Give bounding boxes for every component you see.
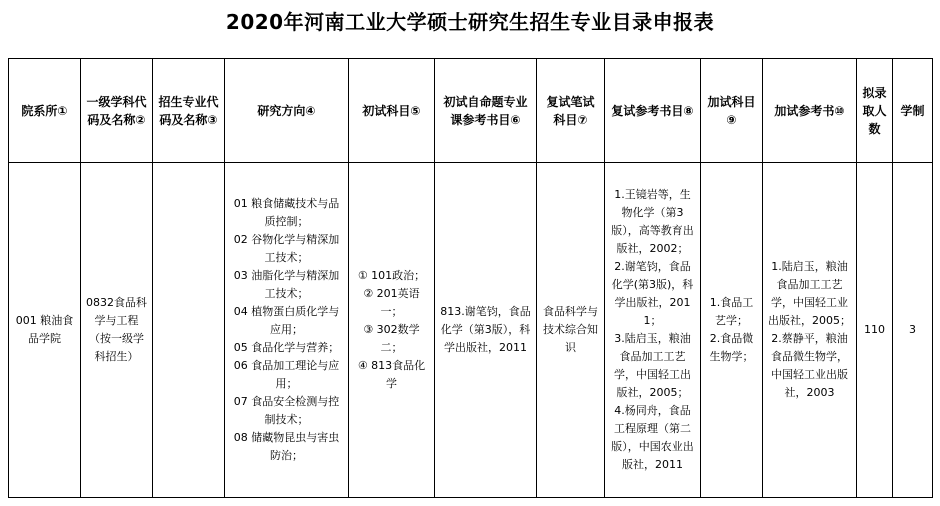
header-retest-ref-books: 复试参考书目⑧ bbox=[605, 59, 701, 163]
cell-exam-subjects bbox=[349, 163, 435, 498]
cell-directions bbox=[225, 163, 349, 498]
cell-exam-ref-books: 813.谢笔钧，食品化学（第3版），科学出版社，2011 bbox=[435, 163, 537, 498]
extra-subject-item: 1.食品工艺学； bbox=[709, 296, 754, 327]
header-major: 招生专业代码及名称③ bbox=[153, 59, 225, 163]
cell-extra-ref-books bbox=[763, 163, 857, 498]
direction-item: 05 食品化学与营养； bbox=[233, 341, 340, 354]
retest-ref-book-item: 2.谢笔钧，食品化学(第3版)，科学出版社，2011； bbox=[611, 260, 694, 327]
header-row bbox=[9, 59, 933, 163]
header-discipline: 一级学科代码及名称② bbox=[81, 59, 153, 163]
exam-subject-item: ① 101政治； bbox=[357, 269, 426, 282]
direction-item: 04 植物蛋白质化学与应用； bbox=[233, 305, 340, 336]
cell-major bbox=[153, 163, 225, 498]
direction-item: 03 油脂化学与精深加工技术； bbox=[233, 269, 340, 300]
extra-ref-book-item: 1.陆启玉，粮油食品加工工艺学，中国轻工业出版社，2005； bbox=[768, 260, 851, 327]
retest-ref-book-item: 3.陆启玉，粮油食品加工工艺学，中国轻工出版社，2005； bbox=[614, 332, 691, 399]
cell-department: 001 粮油食品学院 bbox=[9, 163, 81, 498]
direction-item: 07 食品安全检测与控制技术； bbox=[233, 395, 340, 426]
header-retest-subject: 复试笔试科目⑦ bbox=[537, 59, 605, 163]
cell-duration: 3 bbox=[893, 163, 933, 498]
direction-item: 06 食品加工理论与应用； bbox=[233, 359, 340, 390]
header-direction: 研究方向④ bbox=[225, 59, 349, 163]
header-department: 院系所① bbox=[9, 59, 81, 163]
direction-item: 01 粮食储藏技术与品质控制； bbox=[233, 197, 340, 228]
catalog-table bbox=[8, 58, 933, 498]
header-exam-ref-books: 初试自命题专业课参考书目⑥ bbox=[435, 59, 537, 163]
extra-ref-book-item: 2.蔡静平，粮油食品微生物学，中国轻工业出版社，2003 bbox=[771, 332, 848, 399]
exam-subject-item: ② 201英语一； bbox=[363, 287, 420, 318]
cell-planned-admission: 110 bbox=[857, 163, 893, 498]
header-extra-subjects: 加试科目⑨ bbox=[701, 59, 763, 163]
cell-retest-ref-books bbox=[605, 163, 701, 498]
retest-ref-book-item: 1.王镜岩等，生物化学（第3版），高等教育出版社，2002； bbox=[611, 188, 694, 255]
extra-subject-item: 2.食品微生物学； bbox=[709, 332, 754, 363]
page-title: 2020年河南工业大学硕士研究生招生专业目录申报表 bbox=[225, 10, 715, 34]
header-exam-subjects: 初试科目⑤ bbox=[349, 59, 435, 163]
header-extra-ref-books: 加试参考书⑩ bbox=[763, 59, 857, 163]
exam-subject-item: ③ 302数学二； bbox=[363, 323, 420, 354]
header-planned-admission: 拟录取人数 bbox=[857, 59, 893, 163]
cell-discipline: 0832食品科学与工程（按一级学科招生） bbox=[81, 163, 153, 498]
direction-item: 02 谷物化学与精深加工技术； bbox=[233, 233, 340, 264]
cell-retest-subject: 食品科学与技术综合知识 bbox=[537, 163, 605, 498]
table-row bbox=[9, 163, 933, 498]
header-duration: 学制 bbox=[893, 59, 933, 163]
direction-item: 08 储藏物昆虫与害虫防治； bbox=[233, 431, 340, 462]
retest-ref-book-item: 4.杨同舟，食品工程原理（第二版），中国农业出版社，2011 bbox=[611, 404, 694, 471]
exam-subject-item: ④ 813食品化学 bbox=[357, 359, 426, 390]
cell-extra-subjects bbox=[701, 163, 763, 498]
